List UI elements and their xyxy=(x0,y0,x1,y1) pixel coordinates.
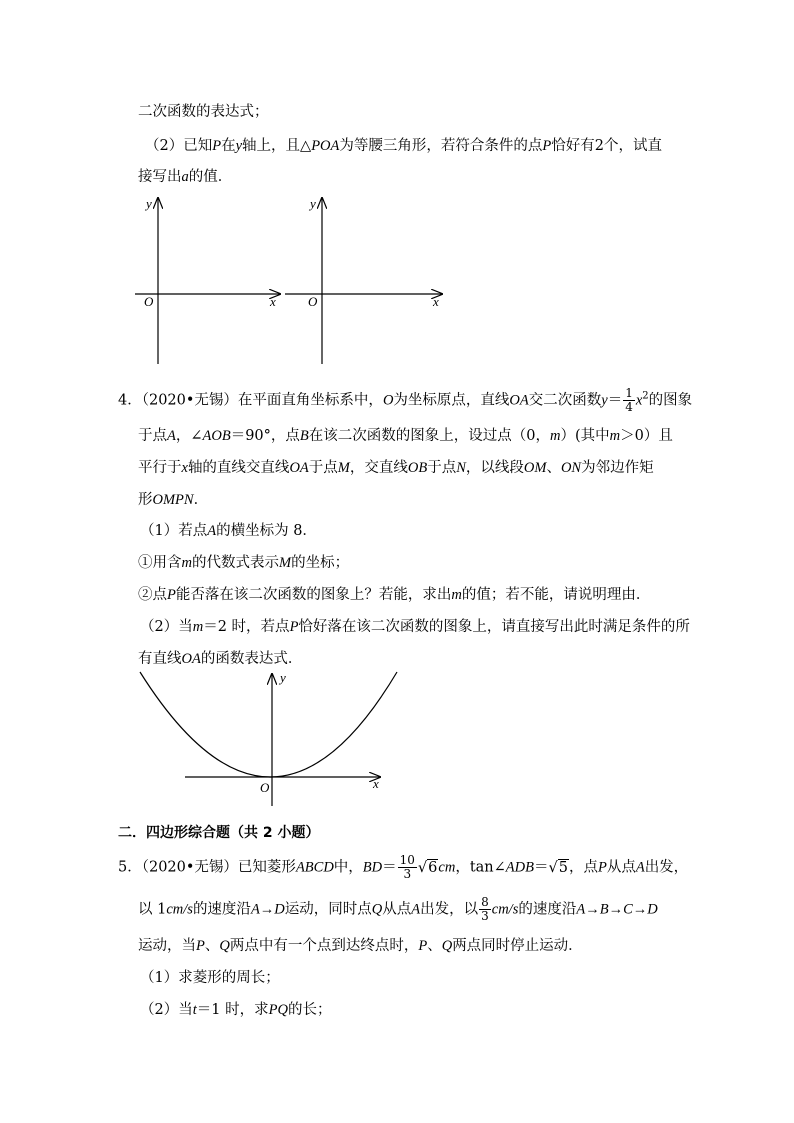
q4-sub2-line2: 有直线OA的函数表达式． xyxy=(138,651,303,667)
origin-label: O xyxy=(260,780,270,795)
q3-continuation: 二次函数的表达式； xyxy=(138,104,269,120)
parabola-curve xyxy=(140,672,397,777)
q5-line1: 5．（2020•无锡）已知菱形ABCD中，BD＝ $\frac{10}{3}$ √6cm，tan∠ADB＝√5，点P从点A出发， xyxy=(118,853,689,881)
q5-sub1: （1）求菱形的周长； xyxy=(140,970,280,986)
q3-part2-line2: 接写出a的值． xyxy=(138,169,233,185)
q4-line2: 于点A，∠AOB＝90°，点B在该二次函数的图象上，设过点（0，m）(其中m＞0）且 xyxy=(138,428,673,444)
axis-label-x: x xyxy=(373,776,379,791)
q4-line3: 平行于x轴的直线交直线OA于点M，交直线OB于点N，以线段OM、ON为邻边作矩 xyxy=(138,460,654,476)
sqrt-five: √5 xyxy=(548,859,568,876)
axes-left xyxy=(135,196,280,364)
q5-line2: 以 1cm/s的速度沿A→D运动，同时点Q从点A出发，以 $\frac{8}{3}$ cm/s的速度沿A→B→C→D xyxy=(138,895,658,923)
axis-label-y-right: y xyxy=(310,196,316,211)
q4-sub2-line1: （2）当m＝2 时，若点P恰好落在该二次函数的图象上，请直接写出此时满足条件的所 xyxy=(140,619,690,635)
origin-label-left: O xyxy=(144,294,154,309)
q3-axes-figures xyxy=(130,192,460,368)
q4-line1: 4．（2020•无锡）在平面直角坐标系中，O为坐标原点，直线OA交二次函数y＝ $\frac{1}{4}$ $x^2$的图象 xyxy=(118,386,693,414)
q3-part2-line1: （2）已知P在y轴上，且△POA为等腰三角形，若符合条件的点P恰好有2个，试直 xyxy=(145,138,662,154)
axis-label-y: y xyxy=(280,670,286,685)
q4-sub1-item1: ①用含m的代数式表示M的坐标； xyxy=(138,555,350,571)
axis-label-y-left: y xyxy=(146,196,152,211)
axis-label-x-right: x xyxy=(433,294,439,309)
q5-sub2: （2）当t＝1 时，求PQ的长； xyxy=(140,1002,332,1018)
fraction-ten-thirds: $\frac{10}{3}$ xyxy=(399,853,415,881)
q5-line3: 运动，当P、Q两点中有一个点到达终点时，P、Q两点同时停止运动． xyxy=(138,938,583,954)
fraction-one-quarter: $\frac{1}{4}$ xyxy=(625,386,633,414)
q4-sub1: （1）若点A的横坐标为 8． xyxy=(140,523,317,539)
axes-right xyxy=(285,196,442,364)
sqrt-six: √6 xyxy=(417,859,438,876)
fraction-eight-thirds: $\frac{8}{3}$ xyxy=(481,895,489,923)
section-heading: 二．四边形综合题（共 2 小题） xyxy=(118,825,320,841)
origin-label-right: O xyxy=(308,294,318,309)
q4-line4: 形OMPN． xyxy=(138,492,209,508)
q4-sub1-item2: ②点P能否落在该二次函数的图象上？若能，求出m的值；若不能，请说明理由． xyxy=(138,587,651,603)
q4-parabola-figure xyxy=(130,668,400,808)
axis-label-x-left: x xyxy=(270,294,276,309)
